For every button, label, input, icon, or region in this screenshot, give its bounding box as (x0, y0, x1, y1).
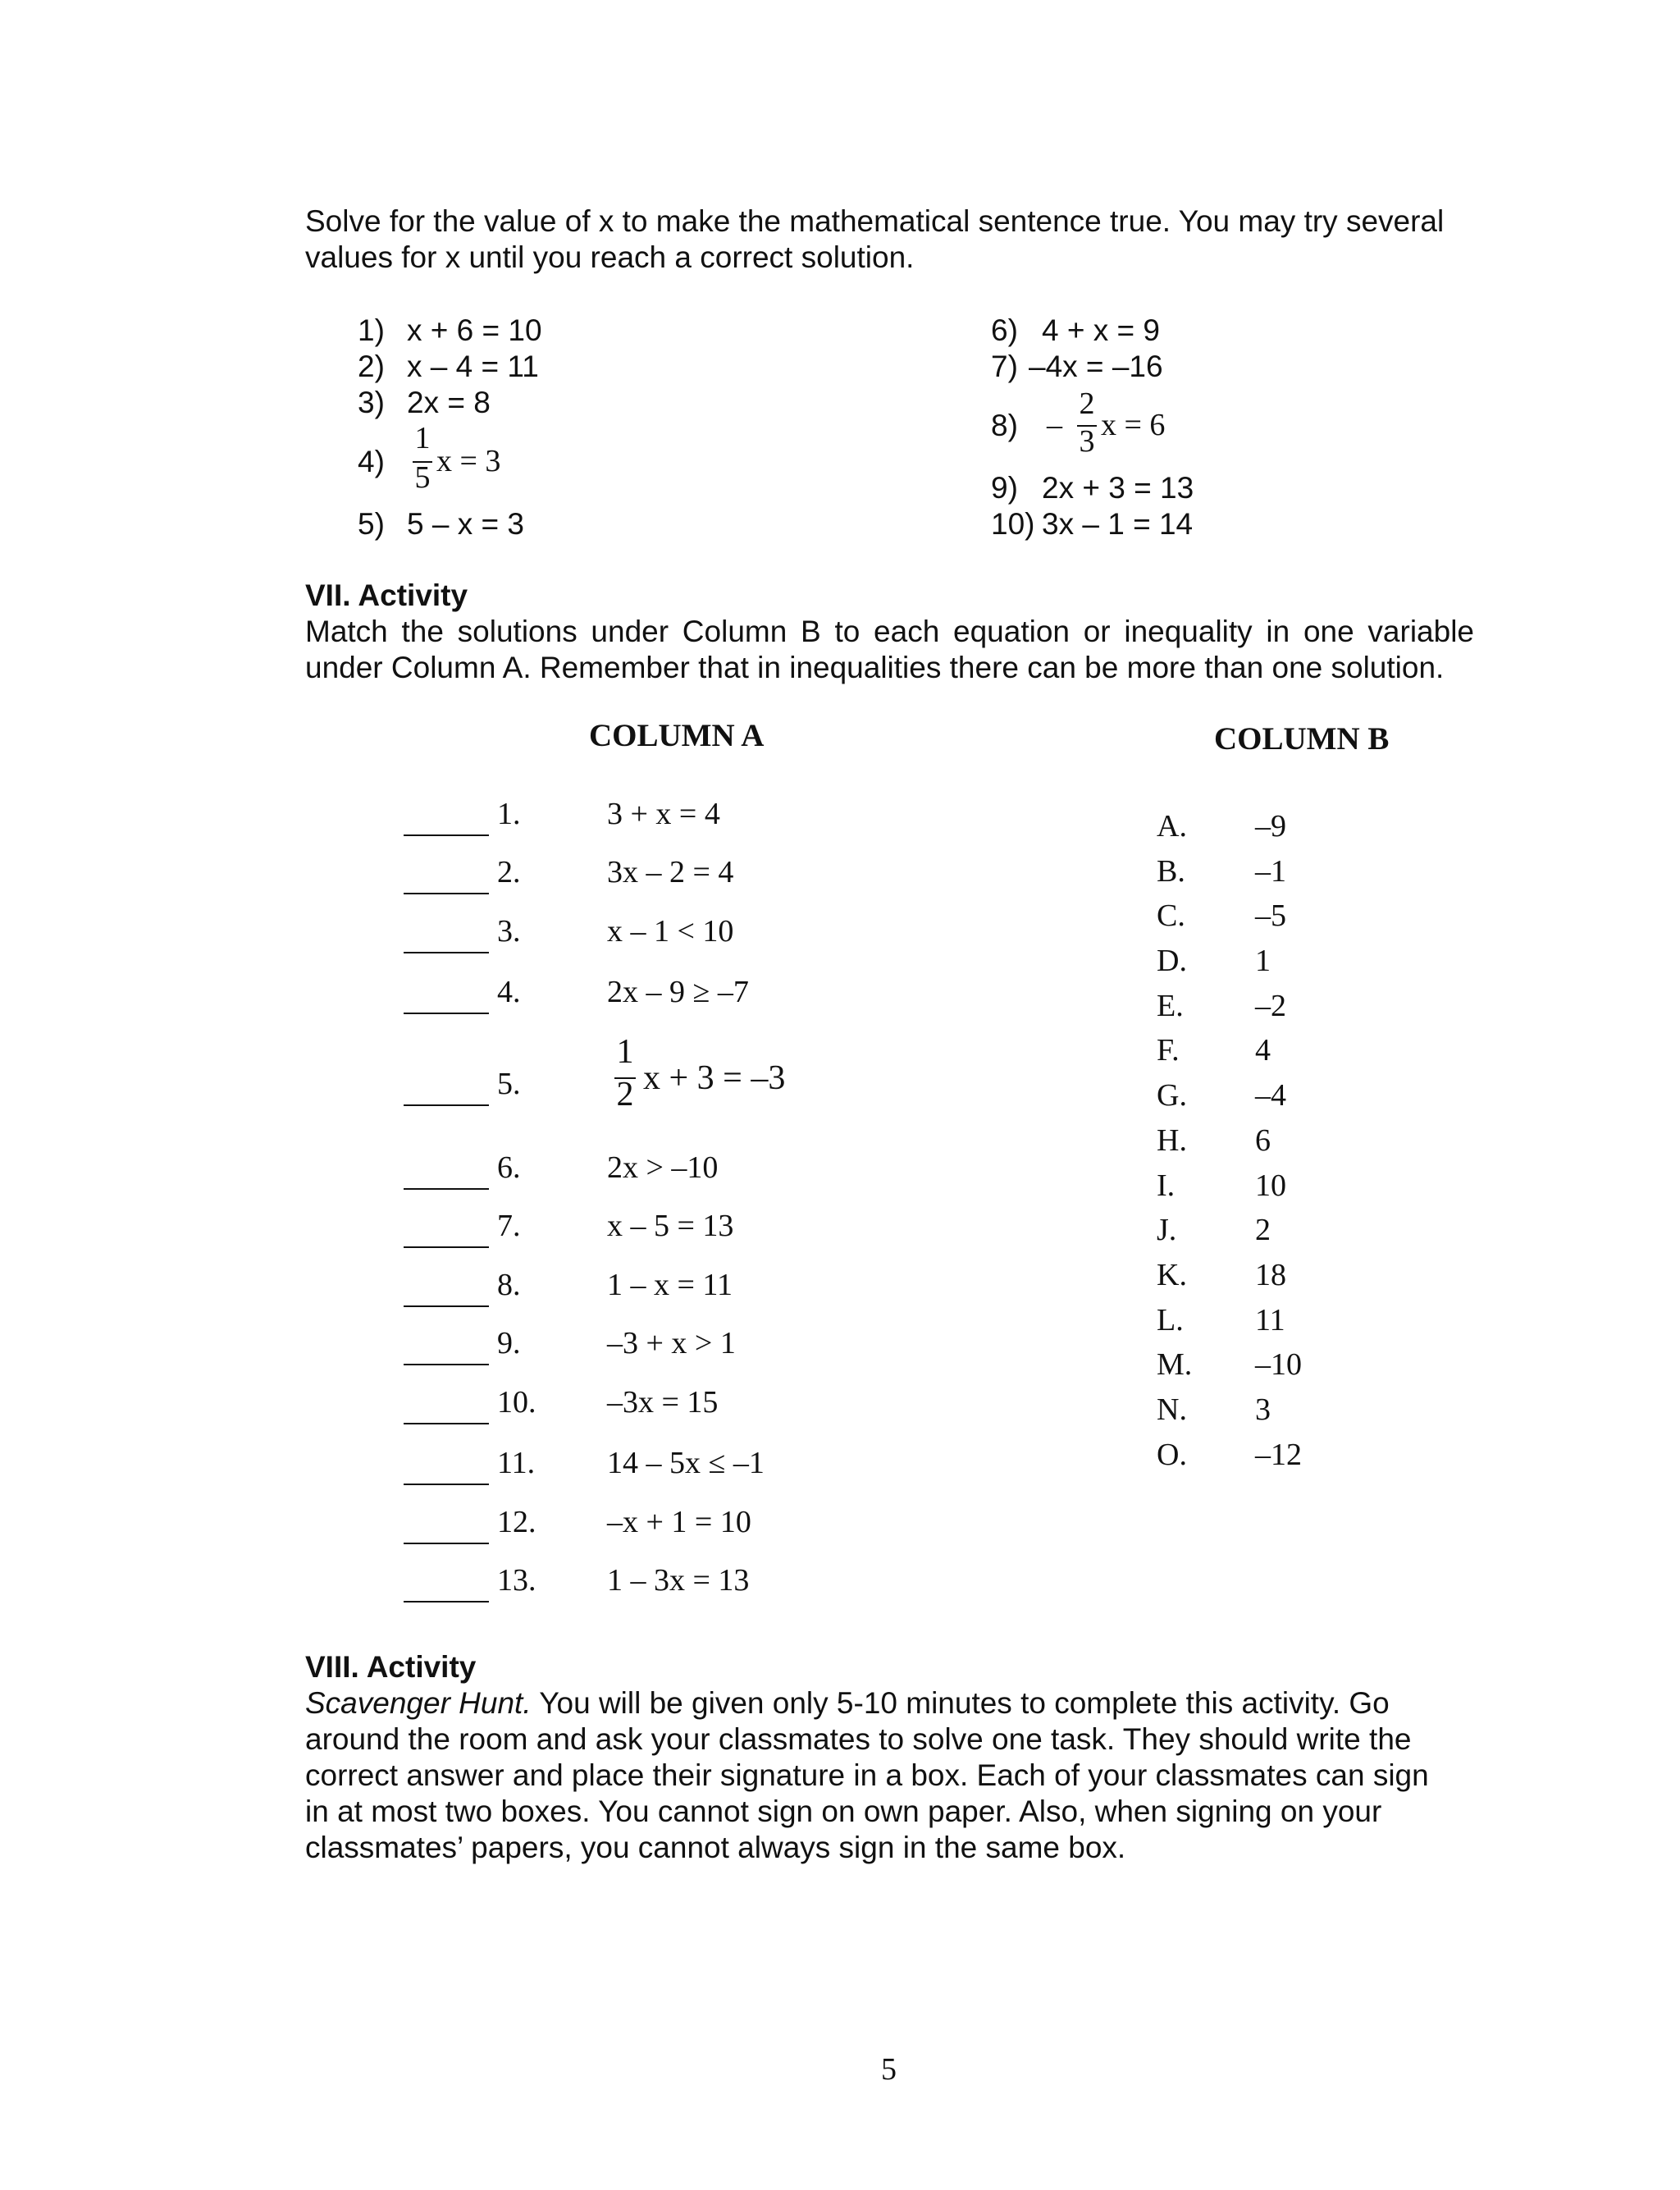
item-equation: 2x > –10 (607, 1150, 719, 1185)
exercise-equation: x = 6 (1101, 408, 1166, 442)
section-7-line-1: Match the solutions under Column B to each equation or inequality in one variable (305, 615, 1474, 648)
section-8-line-3: correct answer and place their signature in a box. Each of your classmates can sign (305, 1758, 1429, 1792)
answer-value: –5 (1255, 898, 1286, 933)
fraction-denominator: 3 (1079, 424, 1095, 459)
section-8-heading: VIII. Activity (305, 1650, 477, 1684)
section-8-line-1-rest: You will be given only 5-10 minutes to complete this activity. Go (531, 1686, 1390, 1720)
exercise-number: 9) (991, 471, 1018, 505)
answer-value: 10 (1255, 1168, 1286, 1203)
item-equation: –3 + x > 1 (607, 1326, 736, 1360)
exercise-equation: 5 – x = 3 (407, 507, 524, 541)
exercise-number: 2) (358, 350, 385, 383)
item-number: 2. (497, 855, 521, 889)
answer-value: 18 (1255, 1258, 1286, 1292)
fraction-numerator: 1 (616, 1033, 634, 1071)
item-equation: 1 – 3x = 13 (607, 1563, 750, 1598)
answer-blank[interactable] (404, 1305, 489, 1307)
answer-value: –9 (1255, 809, 1286, 844)
section-8-line-4: in at most two boxes. You cannot sign on own paper. Also, when signing on your (305, 1795, 1382, 1828)
answer-value: –10 (1255, 1347, 1302, 1382)
answer-blank[interactable] (404, 834, 489, 836)
answer-blank[interactable] (404, 1246, 489, 1248)
exercise-number: 6) (991, 313, 1018, 347)
answer-letter: B. (1157, 854, 1185, 889)
intro-line-2: values for x until you reach a correct solution. (305, 240, 915, 274)
item-equation: x – 5 = 13 (607, 1209, 734, 1243)
answer-letter: G. (1157, 1078, 1187, 1113)
fraction-denominator: 5 (414, 460, 431, 495)
answer-value: –2 (1255, 989, 1286, 1023)
exercise-equation: 3x – 1 = 14 (1042, 507, 1194, 541)
answer-blank[interactable] (404, 1484, 489, 1485)
answer-letter: K. (1157, 1258, 1187, 1292)
answer-value: 2 (1255, 1213, 1271, 1247)
answer-letter: H. (1157, 1123, 1187, 1158)
item-equation: 1 – x = 11 (607, 1268, 733, 1302)
page-number: 5 (881, 2052, 897, 2087)
exercise-number: 1) (358, 313, 385, 347)
item-number: 8. (497, 1268, 521, 1302)
answer-letter: E. (1157, 989, 1184, 1023)
item-equation: 3x – 2 = 4 (607, 855, 734, 889)
item-equation: x – 1 < 10 (607, 914, 734, 949)
answer-letter: N. (1157, 1392, 1187, 1427)
item-number: 9. (497, 1326, 521, 1360)
exercise-equation: x – 4 = 11 (407, 350, 539, 383)
item-equation: 3 + x = 4 (607, 797, 720, 831)
exercise-number: 3) (358, 386, 385, 419)
answer-value: 4 (1255, 1033, 1271, 1068)
exercise-number: 8) (991, 409, 1018, 442)
column-a-title: COLUMN A (589, 718, 765, 753)
item-equation: x + 3 = –3 (643, 1059, 786, 1097)
exercise-number: 5) (358, 507, 385, 541)
answer-blank[interactable] (404, 893, 489, 894)
answer-letter: F. (1157, 1033, 1180, 1068)
item-number: 13. (497, 1563, 536, 1598)
fraction-numerator: 2 (1079, 386, 1095, 421)
answer-value: –1 (1255, 854, 1286, 889)
answer-letter: J. (1157, 1213, 1177, 1247)
fraction (1075, 386, 1099, 468)
answer-letter: O. (1157, 1438, 1187, 1472)
exercise-sign: – (1047, 408, 1062, 442)
exercise-equation: 2x + 3 = 13 (1042, 471, 1194, 505)
item-equation: –3x = 15 (607, 1385, 719, 1420)
item-equation: 14 – 5x ≤ –1 (607, 1446, 765, 1480)
section-8-line-5: classmates’ papers, you cannot always sign in the same box. (305, 1831, 1126, 1864)
item-number: 4. (497, 975, 521, 1009)
item-number: 7. (497, 1209, 521, 1243)
answer-letter: M. (1157, 1347, 1193, 1382)
answer-blank[interactable] (404, 1013, 489, 1014)
item-equation: 2x – 9 ≥ –7 (607, 975, 749, 1009)
answer-letter: I. (1157, 1168, 1176, 1203)
item-number: 11. (497, 1446, 536, 1480)
item-equation: –x + 1 = 10 (607, 1505, 751, 1539)
item-number: 1. (497, 797, 521, 831)
answer-blank[interactable] (404, 952, 489, 953)
answer-value: –4 (1255, 1078, 1286, 1113)
exercise-number: 4) (358, 445, 385, 478)
fraction (410, 420, 435, 502)
section-8-title: Scavenger Hunt. (305, 1686, 532, 1720)
exercise-number: 10) (991, 507, 1035, 541)
answer-value: 6 (1255, 1123, 1271, 1158)
answer-blank[interactable] (404, 1423, 489, 1424)
intro-line-1: Solve for the value of x to make the mathematical sentence true. You may try several (305, 204, 1445, 238)
fraction-numerator: 1 (414, 421, 431, 455)
exercise-equation: x = 3 (436, 444, 501, 478)
answer-blank[interactable] (404, 1104, 489, 1106)
item-number: 10. (497, 1385, 536, 1420)
section-8-line-1 (305, 1685, 1390, 1721)
exercise-equation: x + 6 = 10 (407, 313, 542, 347)
answer-value: 3 (1255, 1392, 1271, 1427)
answer-letter: D. (1157, 944, 1187, 978)
answer-blank[interactable] (404, 1188, 489, 1190)
answer-blank[interactable] (404, 1601, 489, 1602)
exercise-equation: 2x = 8 (407, 386, 491, 419)
answer-value: 1 (1255, 944, 1271, 978)
fraction (611, 1032, 639, 1122)
exercise-equation: 4 + x = 9 (1042, 313, 1160, 347)
section-7-line-2: under Column A. Remember that in inequalities there can be more than one solution. (305, 651, 1445, 684)
answer-value: 11 (1255, 1303, 1285, 1337)
exercise-equation: –4x = –16 (1029, 350, 1163, 383)
answer-blank[interactable] (404, 1543, 489, 1544)
answer-value: –12 (1255, 1438, 1302, 1472)
item-number: 12. (497, 1505, 536, 1539)
answer-letter: C. (1157, 898, 1185, 933)
answer-letter: L. (1157, 1303, 1184, 1337)
fraction-denominator: 2 (616, 1076, 634, 1113)
exercise-number: 7) (991, 350, 1018, 383)
item-number: 6. (497, 1150, 521, 1185)
answer-blank[interactable] (404, 1364, 489, 1365)
item-number: 3. (497, 914, 521, 949)
item-number: 5. (497, 1067, 521, 1101)
column-b-title: COLUMN B (1214, 721, 1390, 757)
section-8-line-2: around the room and ask your classmates to solve one task. They should write the (305, 1722, 1412, 1756)
answer-letter: A. (1157, 809, 1187, 844)
section-7-heading: VII. Activity (305, 578, 468, 612)
